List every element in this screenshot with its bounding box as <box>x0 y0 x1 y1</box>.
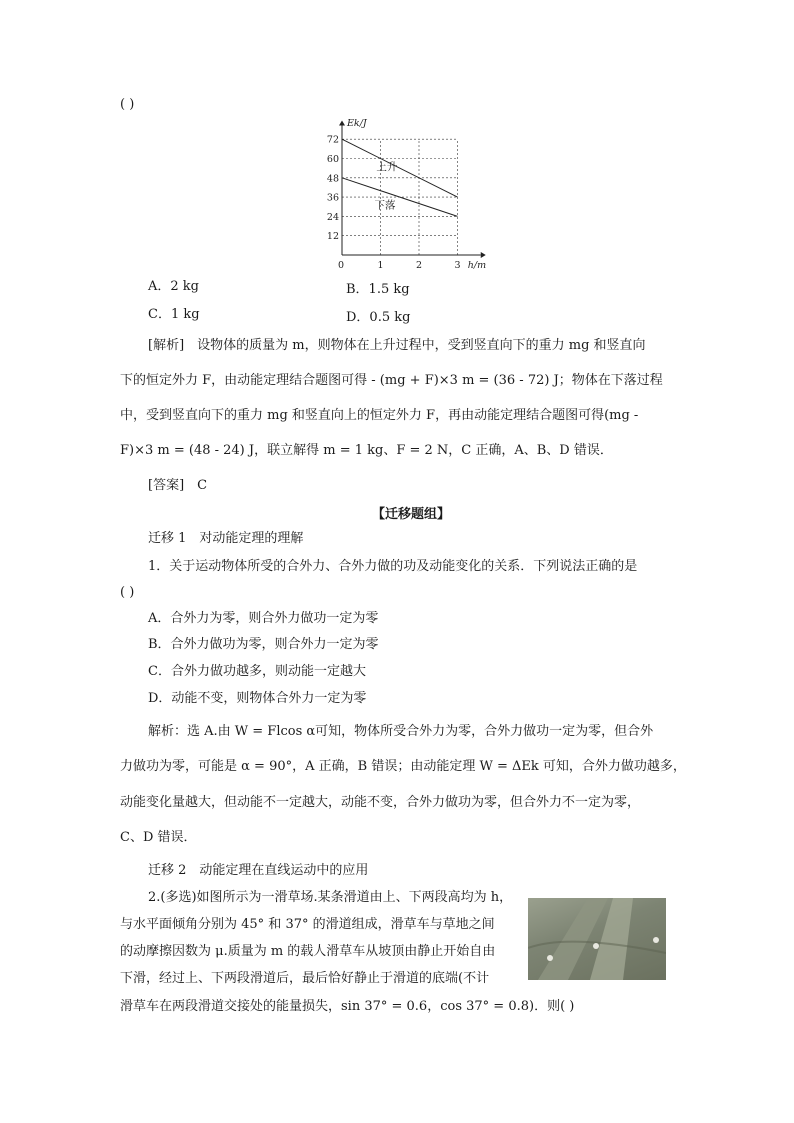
x-axis-title: h/m <box>467 260 487 271</box>
x-tick-label: 2 <box>415 260 423 271</box>
series-label: 上升 <box>376 160 398 173</box>
q1-option-d: D．动能不变，则物体合外力一定为零 <box>148 691 367 706</box>
x-tick-label: 1 <box>377 260 384 271</box>
q2-line-1: 2.(多选)如图所示为一滑草场.某条滑道由上、下两段高均为 h， <box>148 890 513 905</box>
q1-stem-1: 1．关于运动物体所受的合外力、合外力做的功及动能变化的关系．下列说法正确的是 <box>148 559 638 574</box>
y-tick-label: 36 <box>326 192 339 204</box>
q2-line-4: 下滑，经过上、下两段滑道后，最后恰好静止于滑道的底端(不计 <box>120 971 490 986</box>
x-axis-arrow <box>481 252 486 258</box>
q2-line-2: 与水平面倾角分别为 45° 和 37° 的滑道组成，滑草车与草地之间 <box>120 917 495 932</box>
grass-slide-photo <box>528 898 666 980</box>
chart-labels <box>327 118 486 271</box>
answer-blank: ( ) <box>120 97 135 112</box>
sol1-line-1: 解析：选 A.由 W = Flcos α可知，物体所受合外力为零，合外力做功一定为零，但合外 <box>148 724 654 739</box>
answer-line: [答案] C <box>148 478 208 493</box>
y-tick-label: 24 <box>326 211 339 223</box>
sol1-line-4: C、D 错误． <box>120 830 197 845</box>
option-a: A．2 kg <box>148 279 199 294</box>
analysis-line-4: F)×3 m = (48 - 24) J，联立解得 m = 1 kg、F = 2 N，C 正确，A、B、D 错误． <box>120 443 613 458</box>
sol1-line-3: 动能变化量越大，但动能不一定越大，动能不变，合外力做功为零，但合外力不一定为零， <box>120 795 641 810</box>
x-tick-label: 3 <box>454 260 461 271</box>
analysis-line-2: 下的恒定外力 F，由动能定理结合题图可得 - (mg + F)×3 m = (36 - 72) J；物体在下落过程 <box>120 373 663 388</box>
chart-axes <box>339 121 486 258</box>
series-label: 下落 <box>374 199 396 212</box>
energy-height-chart <box>326 112 496 272</box>
y-tick-label: 60 <box>326 154 339 165</box>
q1-heading: 迁移 1 对动能定理的理解 <box>148 531 304 546</box>
y-tick-label: 12 <box>326 231 339 243</box>
section-title: 【迁移题组】 <box>372 507 451 522</box>
q2-line-5: 滑草车在两段滑道交接处的能量损失，sin 37° = 0.6，cos 37° = 0.8)．则( ) <box>120 999 575 1014</box>
q1-stem-2: ( ) <box>120 585 135 600</box>
q2-heading: 迁移 2 动能定理在直线运动中的应用 <box>148 863 369 878</box>
option-c: C．1 kg <box>148 307 200 322</box>
y-axis-title: Ek/J <box>347 118 367 129</box>
x-tick-label: 0 <box>337 260 345 271</box>
q1-option-b: B．合外力做功为零，则合外力一定为零 <box>148 637 379 652</box>
option-d: D．0.5 kg <box>346 310 411 325</box>
q2-line-3: 的动摩擦因数为 μ.质量为 m 的载人滑草车从坡顶由静止开始自由 <box>120 944 496 959</box>
series-line <box>342 139 458 197</box>
q1-option-c: C．合外力做功越多，则动能一定越大 <box>148 664 366 679</box>
q1-option-a: A．合外力为零，则合外力做功一定为零 <box>148 611 379 626</box>
y-axis-arrow <box>339 121 345 126</box>
option-b: B．1.5 kg <box>346 282 410 297</box>
analysis-line-3: 中，受到竖直向下的重力 mg 和竖直向上的恒定外力 F，再由动能定理结合题图可得(mg - <box>120 408 639 423</box>
y-tick-label: 48 <box>326 173 339 185</box>
y-tick-label: 72 <box>326 134 339 146</box>
analysis-line-1: [解析] 设物体的质量为 m，则物体在上升过程中，受到竖直向下的重力 mg 和竖直向 <box>148 338 646 353</box>
sol1-line-2: 力做功为零，可能是 α = 90°，A 正确，B 错误；由动能定理 W = ΔEk 可知，合外力做功越多， <box>120 759 686 774</box>
